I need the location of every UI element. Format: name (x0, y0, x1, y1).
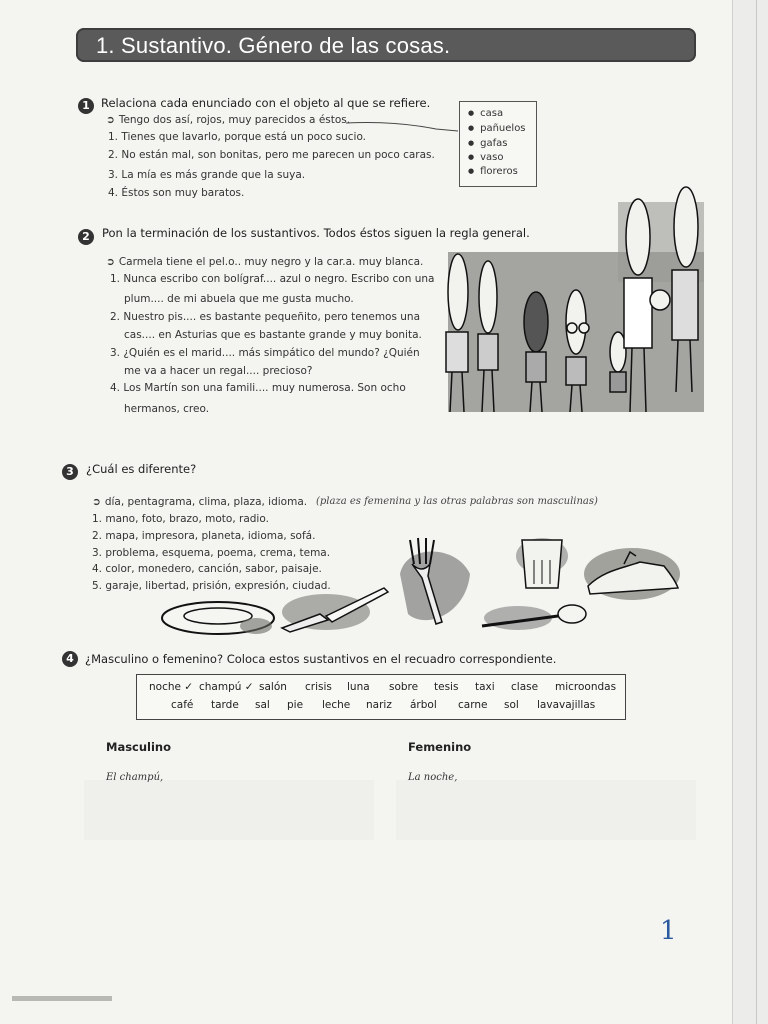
word-box (136, 674, 626, 720)
exercise-1-title: Relaciona cada enunciado con el objeto al que se refiere. (101, 96, 431, 110)
exercise-2-line: 3. ¿Quién es el marid.... más simpático del mundo? ¿Quién (110, 347, 420, 359)
masculino-heading: Masculino (106, 740, 172, 754)
exercise-3-title: ¿Cuál es diferente? (86, 462, 197, 476)
page-edge-line (756, 0, 757, 1024)
page-edge (732, 0, 768, 1024)
exercise-1-example-text: Tengo dos así, rojos, muy parecidos a éstos. (118, 114, 351, 126)
word: salón (259, 681, 287, 693)
exercise-2-line: hermanos, creo. (124, 403, 210, 415)
shoe-illustration (584, 540, 688, 602)
exercise-1-item: 4. Éstos son muy baratos. (108, 187, 245, 199)
word: microondas (555, 681, 617, 693)
exercise-3-item: 2. mapa, impresora, planeta, idioma, sofá. (92, 530, 316, 542)
exercise-2-line: 4. Los Martín son una famili.... muy numerosa. Son ocho (110, 382, 406, 394)
exercise-2-number: 2 (78, 229, 94, 245)
exercise-1-example (106, 114, 350, 126)
exercise-1-item: 2. No están mal, son bonitas, pero me parecen un poco caras. (108, 149, 435, 161)
exercise-3-example-text: día, pentagrama, clima, plaza, idioma. (104, 496, 308, 508)
word: sol (504, 699, 519, 711)
exercise-2-line: 2. Nuestro pis.... es bastante pequeñito, pero tenemos una (110, 311, 421, 323)
family-illustration (428, 182, 704, 422)
exercise-2-line: me va a hacer un regal.... precioso? (124, 365, 313, 377)
object-item: ● gafas (468, 138, 507, 149)
word: crisis (305, 681, 332, 693)
exercise-3-example (92, 496, 307, 508)
glass-and-spoon-illustration (478, 534, 588, 634)
plate-illustration (160, 596, 276, 638)
object-item: ● pañuelos (468, 123, 526, 134)
knife-illustration (276, 580, 392, 636)
femenino-answer-area (396, 780, 696, 840)
exercise-3-item: 3. problema, esquema, poema, crema, tema. (92, 547, 331, 559)
word: tesis (434, 681, 459, 693)
exercise-3-number: 3 (62, 464, 78, 480)
exercise-1-item: 1. Tienes que lavarlo, porque está un poco sucio. (108, 131, 367, 143)
object-item: ● casa (468, 108, 503, 119)
word: taxi (475, 681, 495, 693)
word: árbol (410, 699, 437, 711)
connector-line (346, 121, 458, 133)
page-number: 1 (660, 916, 677, 946)
femenino-answer: La noche, (408, 772, 458, 783)
objects-box (459, 101, 537, 187)
word: pie (287, 699, 304, 711)
object-item: ● vaso (468, 152, 503, 163)
exercise-2-line: cas.... en Asturias que es bastante grande y muy bonita. (124, 329, 422, 341)
word: noche ✓ (149, 681, 194, 693)
page-title: 1. Sustantivo. Género de las cosas. (96, 33, 451, 58)
femenino-heading: Femenino (408, 740, 472, 754)
masculino-answer-area (84, 780, 374, 840)
arrow-icon: ➲ (106, 114, 115, 126)
exercise-2-title: Pon la terminación de los sustantivos. Todos éstos siguen la regla general. (102, 226, 530, 240)
word: luna (347, 681, 370, 693)
word: tarde (211, 699, 239, 711)
exercise-4-number: 4 (62, 651, 78, 667)
word: clase (511, 681, 539, 693)
exercise-2-example (106, 256, 423, 268)
word: sal (255, 699, 270, 711)
word: champú ✓ (199, 681, 254, 693)
arrow-icon: ➲ (106, 256, 115, 268)
exercise-3-handwritten-note: (plaza es femenina y las otras palabras son masculinas) (316, 496, 598, 507)
scan-smudge (12, 996, 112, 1001)
exercise-2-line: plum.... de mi abuela que me gusta mucho. (124, 293, 354, 305)
exercise-2-example-text: Carmela tiene el pel.o.. muy negro y la car.a. muy blanca. (118, 256, 424, 268)
word: café (171, 699, 194, 711)
word: leche (322, 699, 351, 711)
masculino-answer: El champú, (106, 772, 164, 783)
word: sobre (389, 681, 419, 693)
exercise-4-title: ¿Masculino o femenino? Coloca estos sustantivos en el recuadro correspondiente. (85, 652, 557, 666)
exercise-1-item: 3. La mía es más grande que la suya. (108, 169, 306, 181)
exercise-3-item: 1. mano, foto, brazo, moto, radio. (92, 513, 269, 525)
exercise-2-line: 1. Nunca escribo con bolígraf.... azul o negro. Escribo con una (110, 273, 435, 285)
arrow-icon: ➲ (92, 496, 101, 508)
word: nariz (366, 699, 392, 711)
word: carne (458, 699, 488, 711)
exercise-1-number: 1 (78, 98, 94, 114)
fork-illustration (396, 534, 474, 630)
object-item: ● floreros (468, 166, 518, 177)
exercise-3-item: 4. color, monedero, canción, sabor, paisaje. (92, 563, 322, 575)
exercise-3-item: 5. garaje, libertad, prisión, expresión, ciudad. (92, 580, 331, 592)
word: lavavajillas (537, 699, 596, 711)
